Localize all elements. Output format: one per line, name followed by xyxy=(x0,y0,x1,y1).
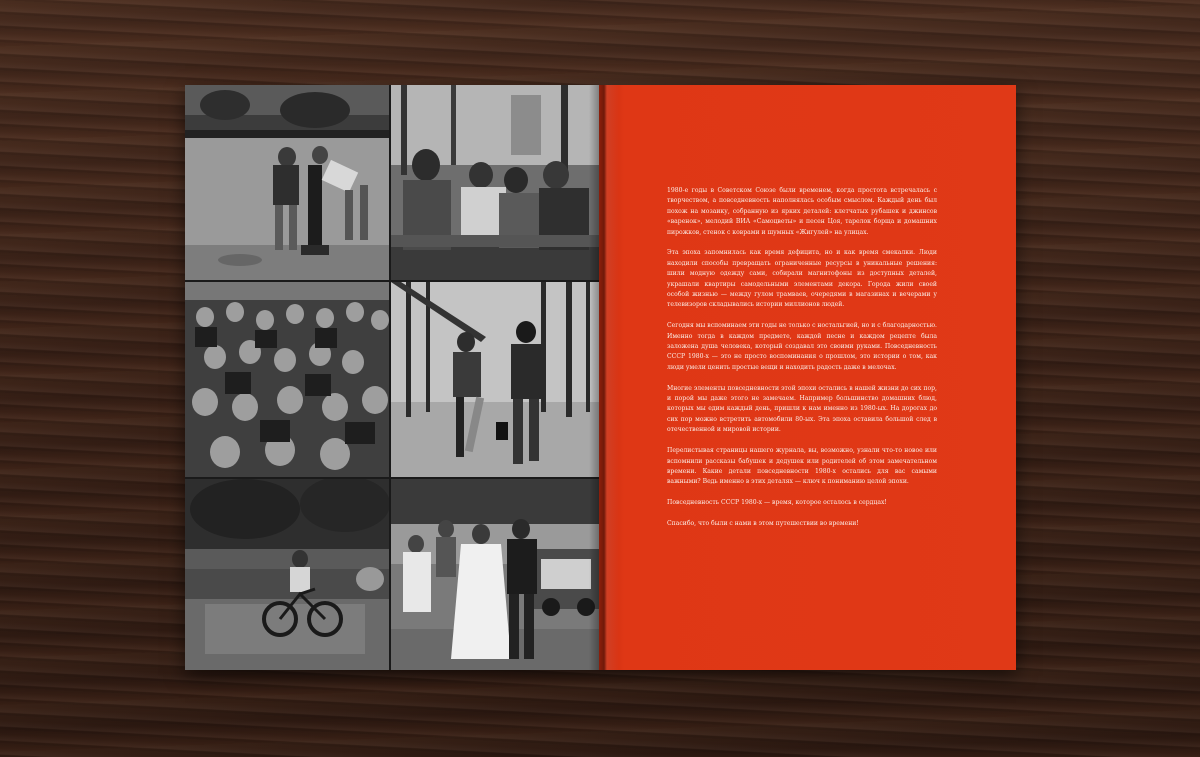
paragraph-6: Повседневность СССР 1980-х — время, которое осталось в сердцах! xyxy=(667,499,887,507)
photo-group-on-bench xyxy=(391,85,599,280)
paragraph-7: Спасибо, что были с нами в этом путешествии во времени! xyxy=(667,519,859,527)
paragraph-5: Перелистывая страницы нашего журнала, вы, возможно, узнали что-то новое или вспомнили рассказы бабушек и дедушек или родителей об этом замечательном времени. Какие детали повседневности 1980-х остались для вас самыми важными? Ведь именно в этих деталях — ключ к пониманию целой эпохи. xyxy=(667,447,937,486)
photo-collage-page xyxy=(185,85,599,670)
text-page xyxy=(599,85,1016,670)
paragraph-3: Сегодня мы вспоминаем эти годы не только с ностальгией, но и с благодарностью. Именно тогда в каждом предмете, каждой песне и каждом рецепте была заложена душа человека, который создавал это своими руками. Повседневность СССР 1980-х — это не просто воспоминания о прошлом, это истории о том, как люди умели ценить простые вещи и находить радость даже в мелочах. xyxy=(667,322,937,371)
photo-boys-at-water-pump xyxy=(185,85,389,280)
photo-cheering-crowd xyxy=(185,282,389,477)
photo-couple-in-park xyxy=(391,282,599,477)
paragraph-2: Эта эпоха запомнилась как время дефицита, но и как время смекалки. Люди находили способы превращать ограниченные ресурсы в уникальные решения: шили модную одежду сами, собирали магнитофоны из доступных деталей, украшали квартиры самодельными элементами декора. Города жили своей особой жизнью — между гулом трамваев, очередями в магазинах и вечерами у телевизоров складывались истории миллионов людей. xyxy=(667,249,937,309)
article-text xyxy=(667,186,937,540)
photo-boy-on-bicycle xyxy=(185,479,389,670)
paragraph-4: Многие элементы повседневности этой эпохи остались в нашей жизни до сих пор, и порой мы даже этого не замечаем. Например большинство домашних блюд, которых мы едим каждый день, пришли к нам именно из 1980-ых. На дорогах до сих пор можно встретить автомобили 80-ых. Эта эпоха оставила большой след в отечественной и мировой истории. xyxy=(667,384,937,434)
photo-wedding-couple xyxy=(391,479,599,670)
magazine-spread xyxy=(185,85,1016,670)
paragraph-1: 1980-е годы в Советском Союзе были временем, когда простота встречалась с творчеством, а повседневность наполнялась особым смыслом. Каждый день был похож на мозаику, собранную из ярких деталей: клетчатых рубашек и джинсов «варенок», мелодий ВИА «Самоцветы» и песен Цоя, тарелок борща и домашних пирожков, стенок с коврами и шумных «Жигулей» на улицах. xyxy=(667,187,937,236)
